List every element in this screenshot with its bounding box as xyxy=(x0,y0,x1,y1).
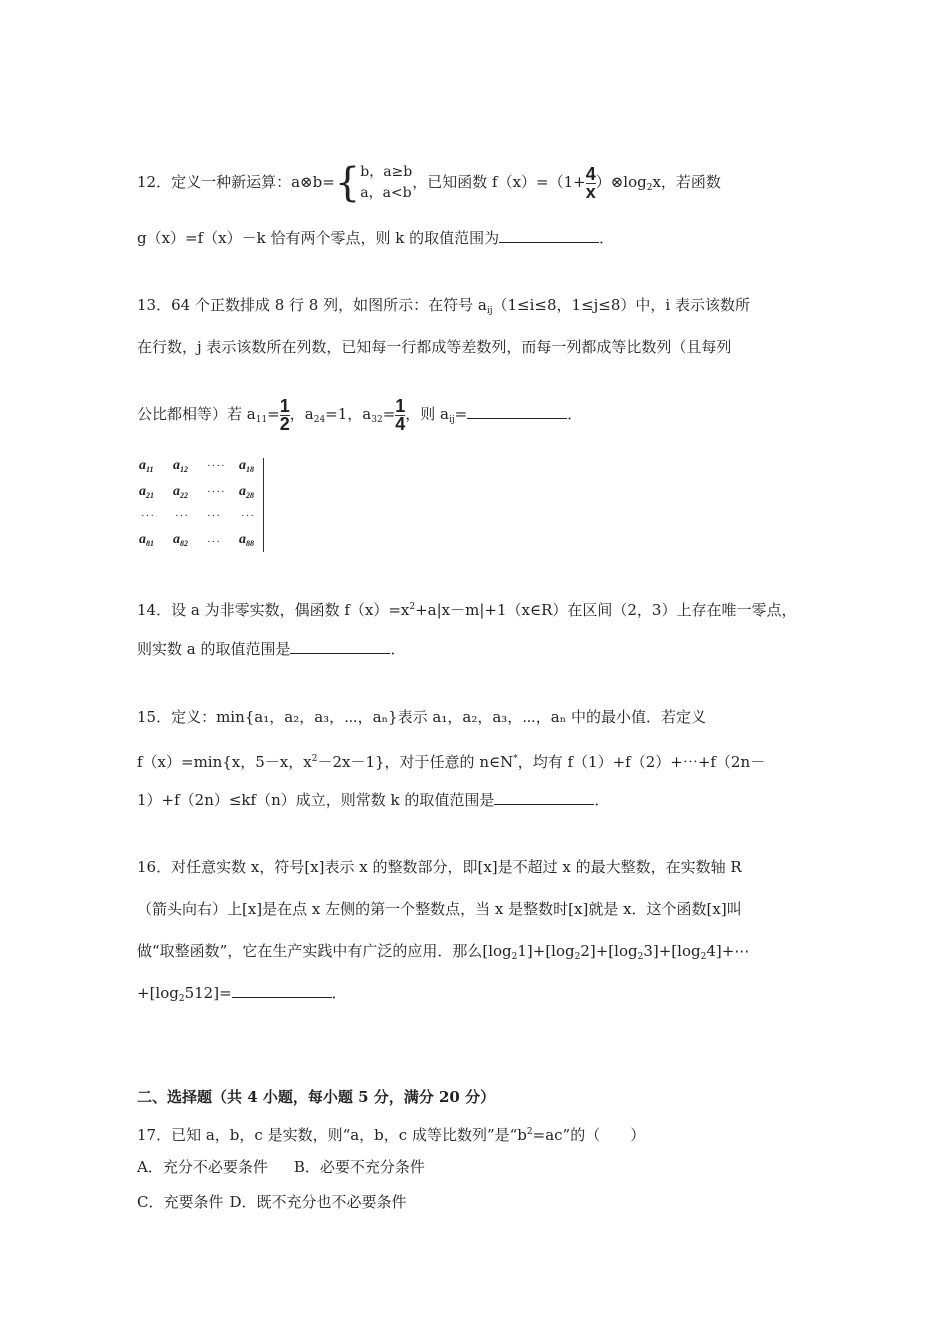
matrix-r2-dots: ···· xyxy=(207,486,226,498)
q17-option-b[interactable]: B．必要不充分条件 xyxy=(293,1158,425,1176)
matrix-a81: $a_{81}$ xyxy=(139,532,154,548)
matrix-r3-dots-2: ··· xyxy=(175,510,189,522)
q15-l1: 15．定义：min{a₁，a₂，a₃，⋯，aₙ}表示 a₁，a₂，a₃，⋯，aₙ 中的最小值．若定义 xyxy=(137,708,706,726)
q13-l3b: ，a xyxy=(289,405,314,423)
q17-options-row2 xyxy=(137,1192,407,1212)
q15-l3: 1）+f（2n）≤kf（n）成立，则常数 k 的取值范围是 xyxy=(137,791,495,809)
q17-stem-a: 17．已知 a，b，c 是实数，则“a，b，c 成等比数列”是“b xyxy=(137,1126,527,1144)
q12-frac-den: x xyxy=(585,181,596,202)
q13-l3-end: ． xyxy=(567,405,583,423)
q16-l4b: 512]= xyxy=(184,984,232,1002)
matrix-r4-dots: ··· xyxy=(207,536,221,548)
q16-l3e: 4]+⋯ xyxy=(706,942,750,960)
q14-answer-blank[interactable] xyxy=(290,639,390,654)
q13-sub-32: 32 xyxy=(371,415,383,425)
q16-l4a: +[log xyxy=(137,984,179,1002)
q17-sup: 2 xyxy=(526,1127,533,1137)
q12-line2-text: g（x）=f（x）－k 恰有两个零点，则 k 的取值范围为 xyxy=(137,229,500,247)
q13-answer-blank[interactable] xyxy=(467,404,567,419)
q12-number: 12． xyxy=(137,173,172,191)
q12-suffix: ）⊗log xyxy=(595,173,647,191)
q17-stem xyxy=(137,1122,645,1145)
q16-line1 xyxy=(137,857,742,877)
q13-frac1-den: 2 xyxy=(279,413,290,434)
q15-l2a: f（x）=min{x，5－x，x xyxy=(137,753,312,771)
q16-l3b: 1]+[log xyxy=(517,942,575,960)
q12-cases xyxy=(360,162,412,204)
q16-l4s: 2 xyxy=(178,994,185,1004)
q16-answer-blank[interactable] xyxy=(232,983,332,998)
q13-frac2-den: 4 xyxy=(395,413,406,434)
q13-line1 xyxy=(137,295,750,321)
q15-l3-end: ． xyxy=(594,791,610,809)
q16-l3d: 3]+[log xyxy=(643,942,701,960)
q12-suffix2: x，若函数 xyxy=(652,173,721,191)
q16-s4: 2 xyxy=(700,952,707,962)
q15-sup2: * xyxy=(513,754,518,764)
matrix-a11: $a_{11}$ xyxy=(139,458,154,474)
q12-brace: { xyxy=(334,160,361,206)
q12-line1 xyxy=(137,160,721,210)
q17-option-c[interactable]: C．充要条件 xyxy=(137,1193,224,1211)
q12-mid: ，已知函数 f（x）=（1+ xyxy=(412,173,586,191)
q14-line2 xyxy=(137,639,406,659)
q13-sub-ij: ij xyxy=(449,415,455,425)
q12-log-base: 2 xyxy=(646,183,653,193)
q13-frac1-num: 1 xyxy=(279,395,290,416)
q15-line3 xyxy=(137,790,609,810)
matrix-a28: $a_{28}$ xyxy=(239,484,254,500)
q12-fraction xyxy=(585,163,596,202)
q12-answer-blank[interactable] xyxy=(499,228,599,243)
q13-matrix-figure xyxy=(137,458,264,552)
q16-line3 xyxy=(137,941,749,967)
q13-l3e: = xyxy=(454,405,468,423)
q13-line3 xyxy=(137,392,582,442)
q13-l3c: =1，a xyxy=(325,405,372,423)
q13-line1-text: 13．64 个正数排成 8 行 8 列，如图所示：在符号 a xyxy=(137,296,487,314)
q15-l2c: ，均有 f（1）+f（2）+⋯+f（2n－ xyxy=(517,753,766,771)
q16-l1: 16．对任意实数 x，符号[x]表示 x 的整数部分，即[x]是不超过 x 的最大整数，在实数轴 R xyxy=(137,858,742,876)
q13-line1-sub: ij xyxy=(486,306,493,316)
q16-l3c: 2]+[log xyxy=(580,942,638,960)
q14-l2: 则实数 a 的取值范围是 xyxy=(137,640,291,658)
q16-l4-end: ． xyxy=(331,984,347,1002)
q15-line2 xyxy=(137,749,765,772)
q13-l3d: ，则 a xyxy=(405,405,449,423)
q13-sub-11: 11 xyxy=(255,415,268,425)
matrix-a18: $a_{18}$ xyxy=(239,458,254,474)
matrix-r3-dots-4: ··· xyxy=(241,510,255,522)
matrix-r3-dots-1: ··· xyxy=(141,510,155,522)
matrix-a21: $a_{21}$ xyxy=(139,484,154,500)
matrix-r3-dots-3: ··· xyxy=(207,510,221,522)
q13-eq2: = xyxy=(382,405,396,423)
q14-sup: 2 xyxy=(409,602,416,612)
q14-l1a: 14．设 a 为非零实数，偶函数 f（x）=x xyxy=(137,601,410,619)
q16-line2 xyxy=(137,899,742,919)
q14-l2-end: ． xyxy=(390,640,406,658)
q17-stem-b: =ac”的（ ） xyxy=(532,1126,646,1144)
q16-l3a: 做“取整函数”，它在生产实践中有广泛的应用．那么[log xyxy=(137,942,512,960)
q12-case2: a，a<b xyxy=(360,185,412,201)
q16-l2: （箭头向右）上[x]是在点 x 左侧的第一个整数点，当 x 是整数时[x]就是 x．这个函数[x]叫 xyxy=(137,900,742,918)
matrix-r1-dots: ···· xyxy=(207,460,226,472)
section2-heading: 二、选择题（共 4 小题，每小题 5 分，满分 20 分） xyxy=(137,1088,496,1106)
q17-options-row1 xyxy=(137,1157,425,1177)
q14-line1 xyxy=(137,597,796,620)
q12-prefix: 定义一种新运算：a⊗b= xyxy=(171,173,335,191)
q15-l2b: －2x－1}，对于任意的 n∈N xyxy=(317,753,514,771)
q14-l1b: +a|x－m|+1（x∈R）在区间（2，3）上存在唯一零点， xyxy=(415,601,797,619)
q13-fraction-half xyxy=(279,395,290,434)
q17-option-d[interactable]: D．既不充分也不必要条件 xyxy=(229,1193,407,1211)
q13-line2 xyxy=(137,337,731,357)
q12-line2-end: ． xyxy=(599,229,615,247)
q13-line1-rest: （1≤i≤8，1≤j≤8）中，i 表示该数所 xyxy=(492,296,750,314)
q17-option-a[interactable]: A．充分不必要条件 xyxy=(137,1158,268,1176)
q16-s1: 2 xyxy=(511,952,518,962)
q15-answer-blank[interactable] xyxy=(494,790,594,805)
q12-case1: b，a≥b xyxy=(360,164,413,180)
q13-l3a: 公比都相等）若 a xyxy=(137,405,256,423)
q13-frac2-num: 1 xyxy=(395,395,406,416)
q12-line2 xyxy=(137,228,614,248)
q13-line2-text: 在行数，j 表示该数所在列数，已知每一行都成等差数列，而每一列都成等比数列（且每列 xyxy=(137,338,732,356)
q16-s2: 2 xyxy=(574,952,581,962)
matrix-a22: $a_{22}$ xyxy=(173,484,188,500)
matrix-a82: $a_{82}$ xyxy=(173,532,188,548)
q16-line4 xyxy=(137,983,347,1009)
q15-sup: 2 xyxy=(311,754,318,764)
q12-frac-num: 4 xyxy=(585,163,596,184)
q13-eq1: = xyxy=(267,405,280,423)
matrix-a12: $a_{12}$ xyxy=(173,458,188,474)
matrix-a88: $a_{88}$ xyxy=(239,532,254,548)
q16-s3: 2 xyxy=(637,952,644,962)
q13-sub-24: 24 xyxy=(313,415,326,425)
q13-fraction-quarter xyxy=(395,395,406,434)
q15-line1 xyxy=(137,707,706,727)
